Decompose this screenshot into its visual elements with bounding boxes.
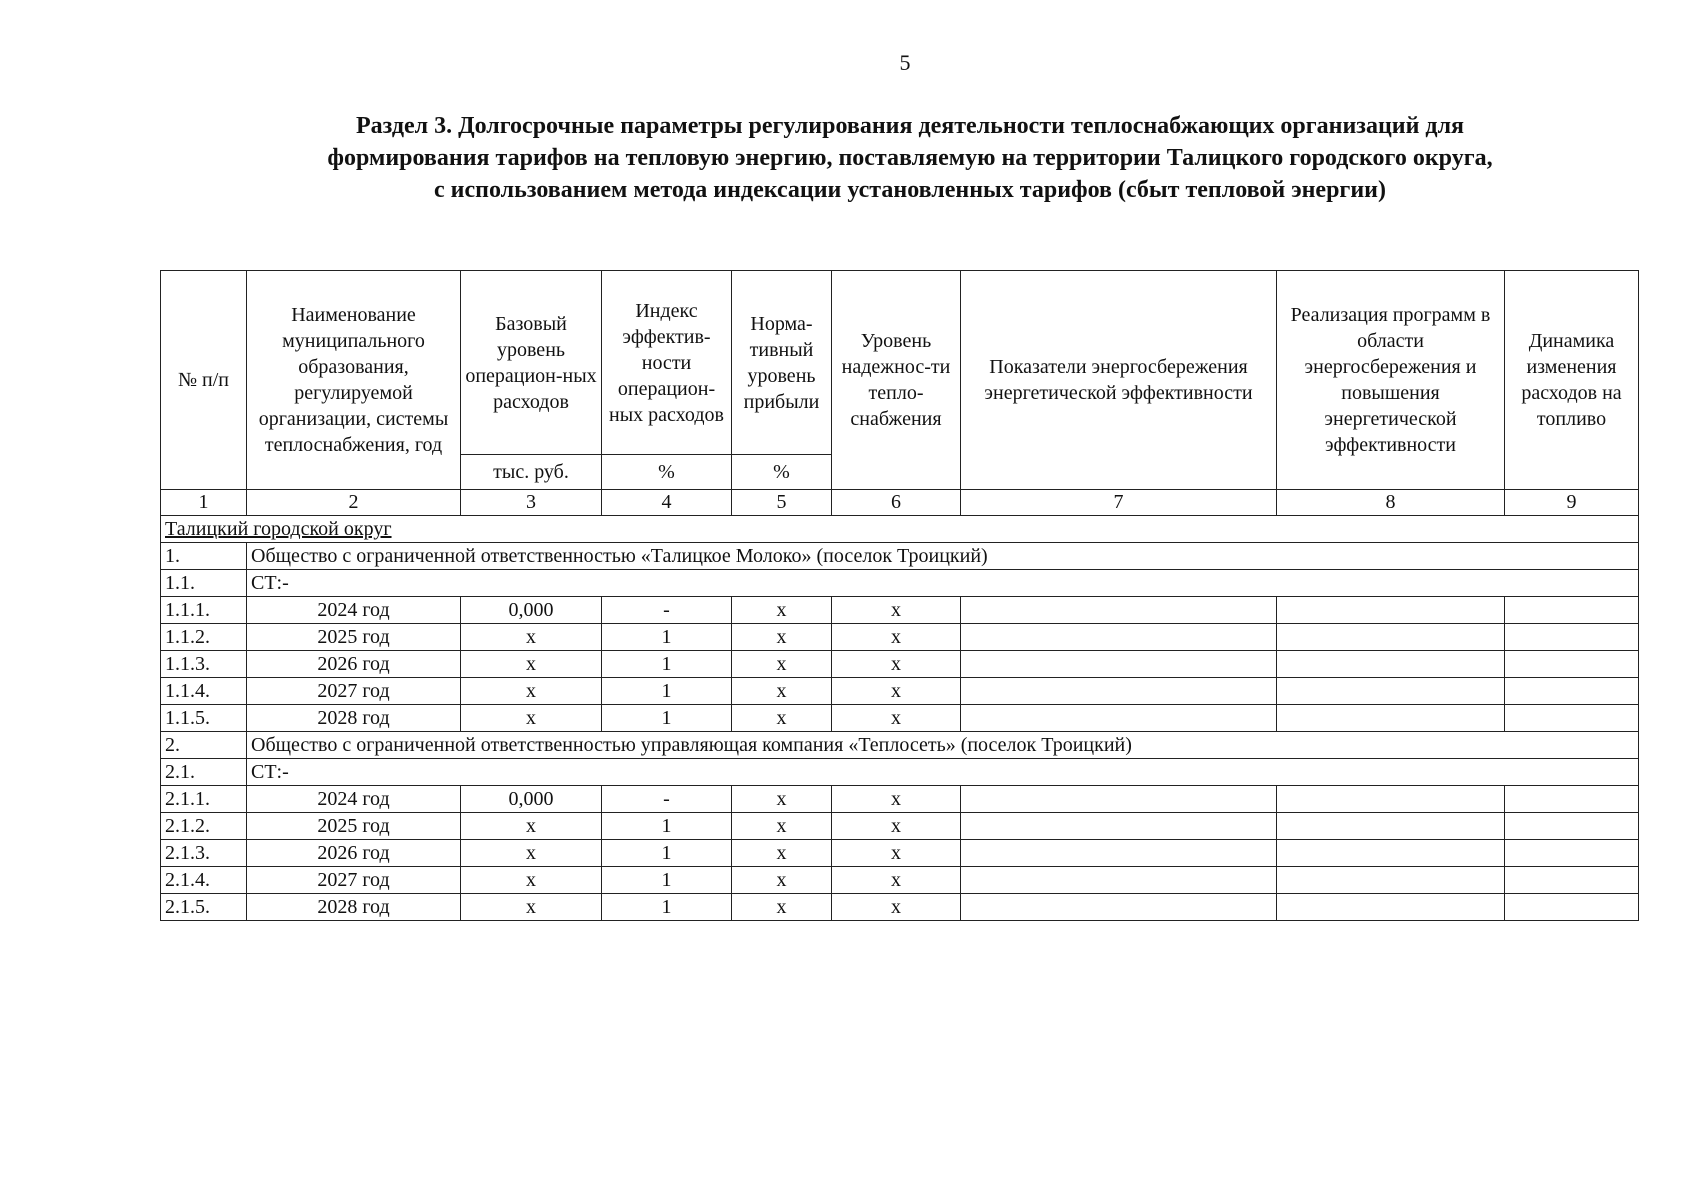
org-name: Общество с ограниченной ответственностью управляющая компания «Теплосеть» (поселок Троицкий)	[247, 732, 1639, 759]
cell-energy-indicators	[961, 624, 1277, 651]
cell-index: 1	[602, 624, 732, 651]
cell-base: 0,000	[461, 786, 602, 813]
cell-fuel	[1505, 651, 1639, 678]
cell-profit: х	[732, 840, 832, 867]
row-year: 2026 год	[247, 840, 461, 867]
cell-profit: х	[732, 705, 832, 732]
cell-base: х	[461, 705, 602, 732]
cell-base: х	[461, 813, 602, 840]
cell-programs	[1277, 840, 1505, 867]
col-header-num: № п/п	[161, 271, 247, 490]
table-row	[161, 597, 1639, 624]
col-header-fuel: Динамика изменения расходов на топливо	[1505, 271, 1639, 490]
col-header-profit: Норма-тивный уровень прибыли	[732, 271, 832, 455]
cell-index: 1	[602, 678, 732, 705]
district-row	[161, 516, 1639, 543]
cell-index: 1	[602, 705, 732, 732]
cell-index: 1	[602, 813, 732, 840]
org-number: 1.	[161, 543, 247, 570]
row-year: 2026 год	[247, 651, 461, 678]
org-row	[161, 543, 1639, 570]
cell-fuel	[1505, 894, 1639, 921]
cell-programs	[1277, 813, 1505, 840]
cell-base: х	[461, 840, 602, 867]
row-number: 1.1.5.	[161, 705, 247, 732]
row-number: 1.1.2.	[161, 624, 247, 651]
cell-energy-indicators	[961, 597, 1277, 624]
row-year: 2027 год	[247, 867, 461, 894]
column-number: 3	[461, 490, 602, 516]
col-header-reliability: Уровень надежнос-ти тепло-снабжения	[832, 271, 961, 490]
system-name: СТ:-	[247, 570, 1639, 597]
row-number: 2.1.2.	[161, 813, 247, 840]
cell-profit: х	[732, 813, 832, 840]
cell-base: х	[461, 651, 602, 678]
tariff-parameters-table	[160, 270, 1639, 921]
cell-energy-indicators	[961, 786, 1277, 813]
row-number: 2.1.1.	[161, 786, 247, 813]
row-year: 2025 год	[247, 624, 461, 651]
col-header-energy-indicators: Показатели энергосбережения энергетической эффективности	[961, 271, 1277, 490]
cell-programs	[1277, 651, 1505, 678]
page-number: 5	[899, 50, 911, 75]
column-number: 8	[1277, 490, 1505, 516]
cell-reliability: х	[832, 651, 961, 678]
cell-programs	[1277, 786, 1505, 813]
row-number: 2.1.4.	[161, 867, 247, 894]
cell-base: х	[461, 867, 602, 894]
cell-fuel	[1505, 705, 1639, 732]
cell-reliability: х	[832, 678, 961, 705]
org-number: 2.	[161, 732, 247, 759]
row-number: 2.1.5.	[161, 894, 247, 921]
table-row	[161, 624, 1639, 651]
row-year: 2028 год	[247, 705, 461, 732]
table-row	[161, 678, 1639, 705]
cell-reliability: х	[832, 786, 961, 813]
cell-programs	[1277, 894, 1505, 921]
cell-fuel	[1505, 840, 1639, 867]
column-number: 7	[961, 490, 1277, 516]
cell-programs	[1277, 867, 1505, 894]
system-row	[161, 570, 1639, 597]
table-row	[161, 651, 1639, 678]
column-number: 9	[1505, 490, 1639, 516]
cell-profit: х	[732, 786, 832, 813]
cell-fuel	[1505, 678, 1639, 705]
cell-profit: х	[732, 597, 832, 624]
cell-fuel	[1505, 786, 1639, 813]
cell-energy-indicators	[961, 840, 1277, 867]
cell-index: 1	[602, 894, 732, 921]
cell-reliability: х	[832, 624, 961, 651]
row-year: 2025 год	[247, 813, 461, 840]
cell-base: х	[461, 894, 602, 921]
unit-index: %	[602, 455, 732, 490]
cell-energy-indicators	[961, 651, 1277, 678]
column-number: 4	[602, 490, 732, 516]
column-number: 1	[161, 490, 247, 516]
row-number: 1.1.1.	[161, 597, 247, 624]
cell-base: 0,000	[461, 597, 602, 624]
col-header-programs: Реализация программ в области энергосбережения и повышения энергетической эффективности	[1277, 271, 1505, 490]
cell-index: 1	[602, 651, 732, 678]
cell-index: 1	[602, 840, 732, 867]
col-header-base: Базовый уровень операцион-ных расходов	[461, 271, 602, 455]
cell-index: -	[602, 597, 732, 624]
row-year: 2027 год	[247, 678, 461, 705]
cell-reliability: х	[832, 705, 961, 732]
cell-reliability: х	[832, 840, 961, 867]
cell-reliability: х	[832, 894, 961, 921]
cell-fuel	[1505, 597, 1639, 624]
cell-energy-indicators	[961, 705, 1277, 732]
cell-profit: х	[732, 678, 832, 705]
unit-base: тыс. руб.	[461, 455, 602, 490]
cell-energy-indicators	[961, 894, 1277, 921]
cell-programs	[1277, 624, 1505, 651]
table-row	[161, 840, 1639, 867]
col-header-name: Наименование муниципального образования, регулируемой организации, системы теплоснабжения, год	[247, 271, 461, 490]
cell-reliability: х	[832, 813, 961, 840]
cell-energy-indicators	[961, 678, 1277, 705]
table-row	[161, 894, 1639, 921]
system-row	[161, 759, 1639, 786]
cell-profit: х	[732, 651, 832, 678]
org-name: Общество с ограниченной ответственностью «Талицкое Молоко» (поселок Троицкий)	[247, 543, 1639, 570]
cell-fuel	[1505, 867, 1639, 894]
table-row	[161, 786, 1639, 813]
cell-index: 1	[602, 867, 732, 894]
heading-line-1: Раздел 3. Долгосрочные параметры регулирования деятельности теплоснабжающих организаций для	[355, 113, 1465, 139]
row-year: 2024 год	[247, 786, 461, 813]
table-row	[161, 867, 1639, 894]
column-number: 2	[247, 490, 461, 516]
column-number-row	[161, 490, 1639, 516]
col-header-index: Индекс эффектив-ности операцион-ных расходов	[602, 271, 732, 455]
cell-base: х	[461, 624, 602, 651]
cell-profit: х	[732, 624, 832, 651]
cell-base: х	[461, 678, 602, 705]
cell-profit: х	[732, 894, 832, 921]
cell-fuel	[1505, 813, 1639, 840]
column-number: 6	[832, 490, 961, 516]
row-number: 1.1.4.	[161, 678, 247, 705]
cell-profit: х	[732, 867, 832, 894]
cell-reliability: х	[832, 597, 961, 624]
district-name: Талицкий городской округ	[161, 516, 1639, 543]
cell-fuel	[1505, 624, 1639, 651]
row-year: 2028 год	[247, 894, 461, 921]
cell-index: -	[602, 786, 732, 813]
unit-profit: %	[732, 455, 832, 490]
table-row	[161, 813, 1639, 840]
heading-line-3: с использованием метода индексации установленных тарифов (сбыт тепловой энергии)	[434, 177, 1386, 203]
cell-energy-indicators	[961, 867, 1277, 894]
section-heading	[200, 110, 1620, 206]
row-year: 2024 год	[247, 597, 461, 624]
system-number: 1.1.	[161, 570, 247, 597]
org-row	[161, 732, 1639, 759]
heading-line-2: формирования тарифов на тепловую энергию, поставляемую на территории Талицкого городского округа,	[327, 145, 1493, 171]
row-number: 2.1.3.	[161, 840, 247, 867]
system-name: СТ:-	[247, 759, 1639, 786]
cell-programs	[1277, 705, 1505, 732]
table-row	[161, 705, 1639, 732]
cell-energy-indicators	[961, 813, 1277, 840]
cell-reliability: х	[832, 867, 961, 894]
cell-programs	[1277, 597, 1505, 624]
system-number: 2.1.	[161, 759, 247, 786]
row-number: 1.1.3.	[161, 651, 247, 678]
cell-programs	[1277, 678, 1505, 705]
column-number: 5	[732, 490, 832, 516]
